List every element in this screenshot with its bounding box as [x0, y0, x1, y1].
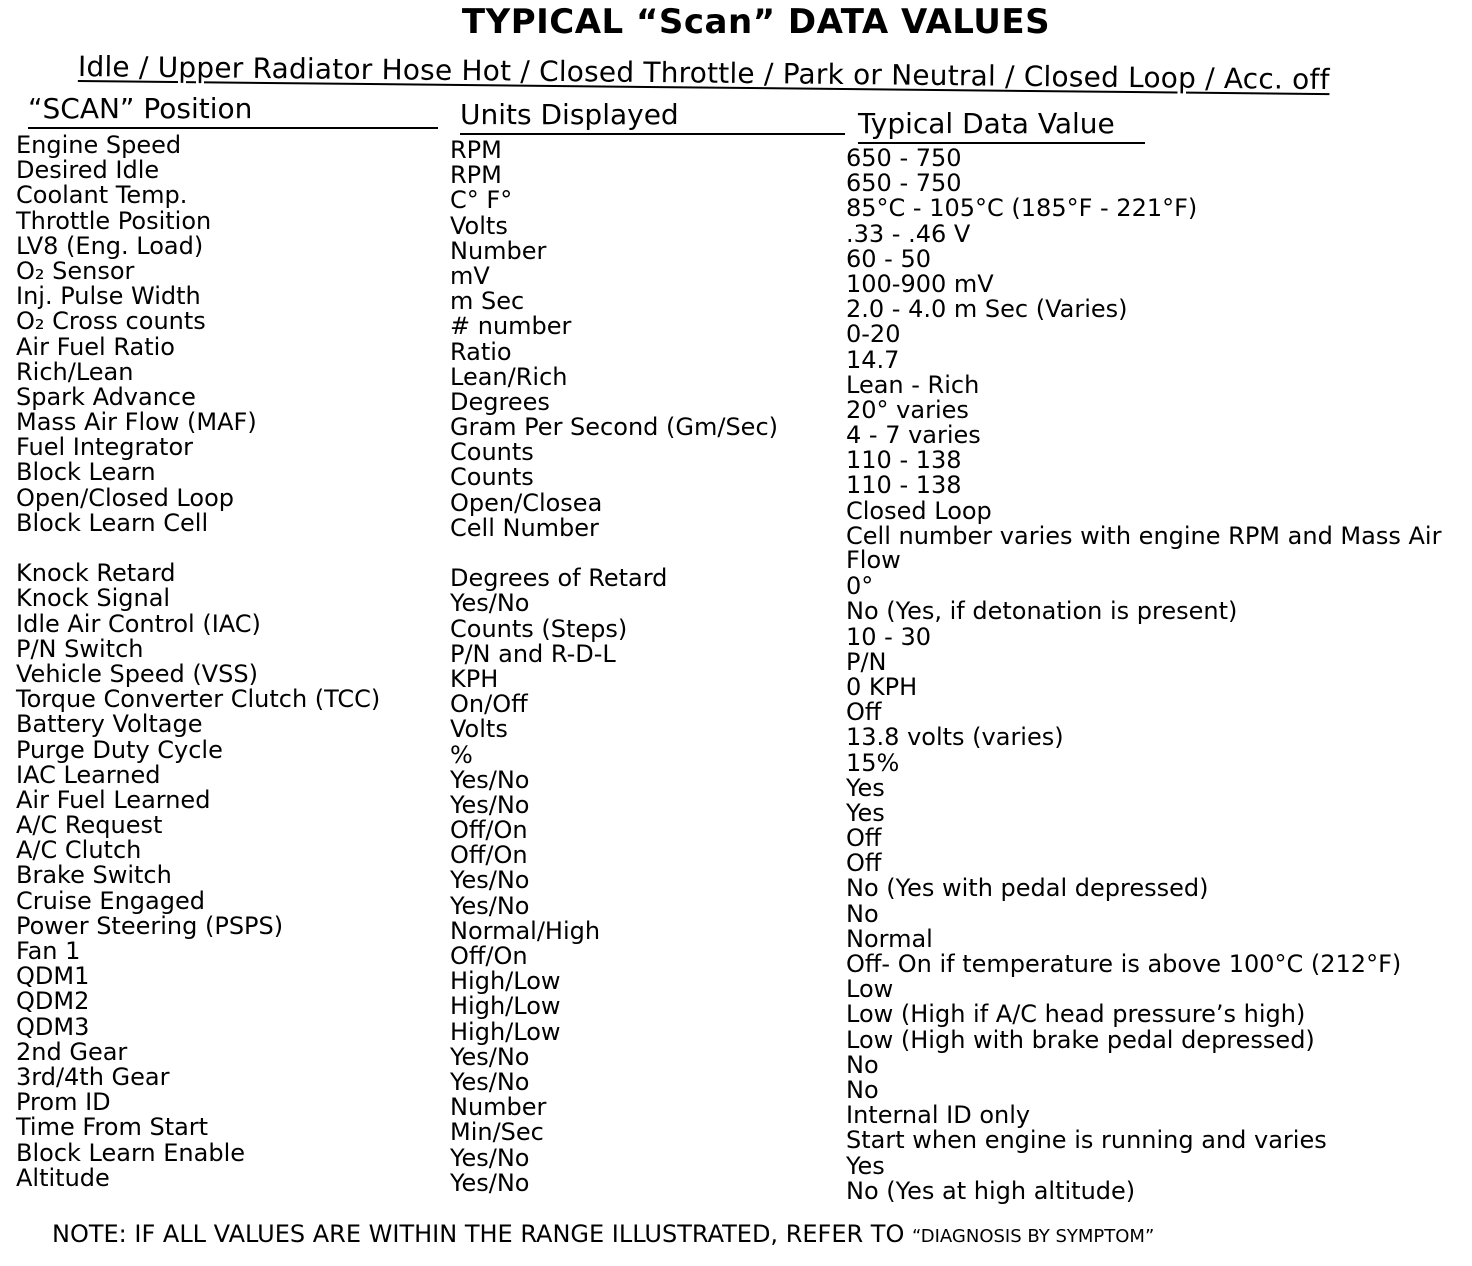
column-header-typical-data-value: Typical Data Value	[858, 107, 1145, 144]
units-cell: Yes/No	[450, 589, 530, 618]
typical-value-cell: 0 KPH	[846, 672, 918, 701]
units-cell: RPM	[450, 161, 502, 190]
page-title: TYPICAL “Scan” DATA VALUES	[461, 2, 1051, 42]
typical-value-cell: No	[846, 899, 879, 928]
scan-position-cell: Idle Air Control (IAC)	[16, 609, 261, 638]
typical-value-cell: 650 - 750	[846, 144, 962, 172]
scan-position-cell: QDM2	[16, 987, 90, 1016]
scan-position-cell: Desired Idle	[16, 156, 160, 185]
footer-note	[52, 1220, 1154, 1248]
units-cell: %	[450, 740, 473, 769]
scan-position-cell: Block Learn	[16, 458, 156, 487]
typical-value-cell: Off	[846, 849, 882, 878]
scan-position-cell: Rich/Lean	[16, 357, 134, 386]
typical-value-cell: 14.7	[846, 345, 900, 374]
units-cell: Degrees of Retard	[450, 564, 668, 593]
units-cell: Off/On	[450, 841, 528, 870]
scan-position-cell: P/N Switch	[16, 634, 144, 663]
typical-value-cell: .33 - .46 V	[846, 219, 971, 248]
typical-value-cell: 4 - 7 varies	[846, 421, 981, 450]
units-cell: Volts	[450, 715, 508, 744]
units-cell: C° F°	[450, 186, 513, 215]
units-cell: Lean/Rich	[450, 362, 568, 391]
scan-position-cell: Spark Advance	[16, 382, 196, 411]
units-cell: High/Low	[450, 967, 561, 996]
units-cell: Gram Per Second (Gm/Sec)	[450, 413, 778, 442]
scan-position-cell: QDM1	[16, 962, 90, 991]
units-cell: Normal/High	[450, 916, 601, 945]
units-cell: Cell Number	[450, 513, 599, 542]
scan-position-cell: Inj. Pulse Width	[16, 282, 201, 311]
typical-value-cell: 110 - 138	[846, 446, 962, 475]
scan-position-cell: Block Learn Enable	[16, 1138, 245, 1167]
units-cell: Yes/No	[450, 765, 530, 794]
scan-position-cell: IAC Learned	[16, 760, 161, 789]
conditions-subtitle: Idle / Upper Radiator Hose Hot / Closed Throttle / Park or Neutral / Closed Loop / Acc. off	[77, 50, 1330, 97]
units-cell: Off/On	[450, 942, 528, 971]
units-cell: Counts	[450, 463, 534, 492]
typical-value-cell: Off	[846, 824, 882, 853]
typical-value-cell: Low (High if A/C head pressure’s high)	[846, 1000, 1306, 1029]
scan-position-cell: Prom ID	[16, 1088, 111, 1117]
column-header-scan-position: “SCAN” Position	[28, 92, 438, 129]
typical-value-cell: 60 - 50	[846, 244, 931, 273]
units-cell: Min/Sec	[450, 1118, 544, 1147]
scan-position-cell: 3rd/4th Gear	[16, 1062, 170, 1091]
typical-value-cell: P/N	[846, 647, 887, 676]
units-cell: Yes/No	[450, 1042, 530, 1071]
typical-value-cell: No (Yes with pedal depressed)	[846, 874, 1209, 903]
units-cell: Volts	[450, 211, 508, 240]
scan-position-cell: Fan 1	[16, 937, 81, 966]
units-cell: Open/Closea	[450, 488, 603, 517]
scan-position-cell: Purge Duty Cycle	[16, 735, 223, 764]
units-cell: m Sec	[450, 287, 525, 316]
units-cell: High/Low	[450, 1017, 561, 1046]
scan-position-cell: Coolant Temp.	[16, 181, 188, 210]
scan-position-cell: QDM3	[16, 1012, 90, 1041]
units-cell: Degrees	[450, 387, 550, 416]
units-displayed-column	[450, 138, 778, 1196]
scan-position-cell: Open/Closed Loop	[16, 483, 234, 512]
units-cell: Yes/No	[450, 1143, 530, 1172]
scan-position-cell: Air Fuel Ratio	[16, 332, 175, 361]
scan-position-cell: Brake Switch	[16, 861, 172, 890]
scan-position-cell: Altitude	[16, 1163, 110, 1192]
typical-value-cell: Closed Loop	[846, 496, 992, 525]
units-cell: On/Off	[450, 690, 528, 719]
units-cell: High/Low	[450, 992, 561, 1021]
note-reference: “DIAGNOSIS BY SYMPTOM”	[911, 1226, 1155, 1247]
scan-position-cell: Block Learn Cell	[16, 508, 209, 537]
typical-value-cell: 10 - 30	[846, 622, 931, 651]
units-cell: mV	[450, 261, 490, 290]
scan-position-cell: Fuel Integrator	[16, 433, 193, 462]
typical-value-cell: Yes	[846, 773, 885, 802]
scan-position-cell: A/C Request	[16, 811, 163, 840]
typical-value-cell: Internal ID only	[846, 1101, 1031, 1130]
typical-value-cell: 85°C - 105°C (185°F - 221°F)	[846, 194, 1198, 223]
typical-value-cell: 2.0 - 4.0 m Sec (Varies)	[846, 295, 1128, 324]
scan-position-cell: Mass Air Flow (MAF)	[16, 408, 257, 437]
typical-value-cell: Low	[846, 975, 894, 1004]
typical-value-cell: Low (High with brake pedal depressed)	[846, 1025, 1315, 1054]
scan-position-cell: Cruise Engaged	[16, 886, 205, 915]
scan-position-cell: Vehicle Speed (VSS)	[16, 659, 258, 688]
units-cell: Ratio	[450, 337, 512, 366]
units-cell: Yes/No	[450, 866, 530, 895]
units-cell: Yes/No	[450, 1168, 530, 1197]
scan-position-cell: Air Fuel Learned	[16, 785, 211, 814]
units-cell: Number	[450, 1093, 547, 1122]
scan-position-cell: Knock Signal	[16, 584, 171, 613]
units-cell: Counts	[450, 438, 534, 467]
typical-value-cell: 0-20	[846, 320, 901, 349]
units-cell: RPM	[450, 136, 502, 164]
scan-position-column	[16, 133, 380, 1191]
typical-value-cell: No	[846, 1075, 879, 1104]
typical-value-cell: Off- On if temperature is above 100°C (212°F)	[846, 950, 1402, 979]
note-text: NOTE: IF ALL VALUES ARE WITHIN THE RANGE ILLUSTRATED, REFER TO	[52, 1220, 912, 1248]
typical-value-cell: 15%	[846, 748, 900, 777]
typical-value-cell: Yes	[846, 1151, 885, 1180]
typical-value-cell: Lean - Rich	[846, 370, 980, 399]
scan-position-cell: Knock Retard	[16, 559, 176, 588]
units-cell: P/N and R-D-L	[450, 639, 616, 668]
scan-position-cell: O₂ Cross counts	[16, 307, 206, 336]
typical-value-cell: No (Yes, if detonation is present)	[846, 597, 1238, 626]
typical-value-cell: 100-900 mV	[846, 269, 994, 298]
units-cell: # number	[450, 312, 572, 341]
scan-position-cell: Power Steering (PSPS)	[16, 911, 284, 940]
scan-position-cell: Battery Voltage	[16, 710, 203, 739]
typical-value-cell: No (Yes at high altitude)	[846, 1176, 1136, 1205]
scan-position-cell: Throttle Position	[16, 206, 212, 235]
typical-value-cell: Yes	[846, 798, 885, 827]
units-cell: Yes/No	[450, 891, 530, 920]
typical-value-cell: Off	[846, 698, 882, 727]
units-cell: Yes/No	[450, 790, 530, 819]
typical-value-cell: Cell number varies with engine RPM and Mass Air Flow	[846, 521, 1442, 574]
scan-position-cell: Time From Start	[16, 1113, 209, 1142]
units-cell: Counts (Steps)	[450, 614, 628, 643]
units-cell: Off/On	[450, 816, 528, 845]
scan-position-cell: LV8 (Eng. Load)	[16, 231, 204, 260]
scan-position-cell: A/C Clutch	[16, 836, 142, 865]
units-cell: Yes/No	[450, 1067, 530, 1096]
scan-position-cell: 2nd Gear	[16, 1037, 128, 1066]
typical-value-cell: 0°	[846, 572, 874, 601]
typical-value-cell: No	[846, 1050, 879, 1079]
scan-position-cell: Engine Speed	[16, 131, 182, 159]
typical-value-cell: 20° varies	[846, 395, 969, 424]
typical-value-cell: 13.8 volts (varies)	[846, 723, 1064, 752]
typical-value-cell: 110 - 138	[846, 471, 962, 500]
column-header-units-displayed: Units Displayed	[460, 98, 845, 135]
units-cell: Number	[450, 236, 547, 265]
units-cell: KPH	[450, 664, 499, 693]
typical-value-cell: Start when engine is running and varies	[846, 1126, 1327, 1155]
typical-value-cell: 650 - 750	[846, 169, 962, 198]
typical-value-column	[846, 146, 1466, 1204]
typical-value-cell: Normal	[846, 924, 933, 953]
scan-position-cell: Torque Converter Clutch (TCC)	[16, 685, 381, 714]
scan-position-cell: O₂ Sensor	[16, 256, 135, 285]
